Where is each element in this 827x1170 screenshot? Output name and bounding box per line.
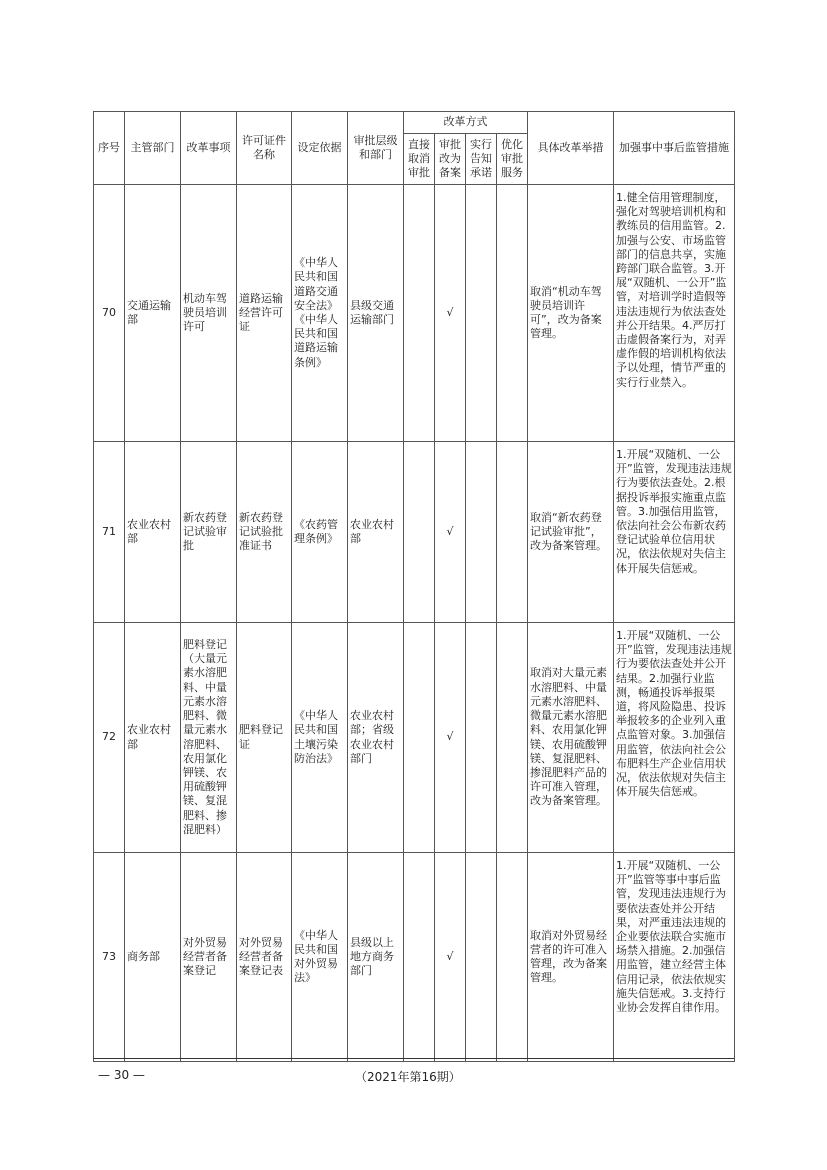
row-supervision: 1.开展“双随机、一公开”监管等事中事后监管，发现违法违规行为要依法查处并公开结果，对严重违法违规的企业要依法联合实施市场禁入措施。2.加强信用监管，建立经营主体信用记录，依法依规实施失信惩戒。3.支持行业协会发挥自律作用。 <box>614 853 735 1062</box>
row-supervision: 1.开展“双随机、一公开”监管，发现违法违规行为要依法查处。2.根据投诉举报实施重点监管。3.加强信用监管，依法向社会公布新农药登记试验单位信用状况，依法依规对失信主体开展失信惩戒。 <box>614 442 735 623</box>
row-optimize-mark <box>497 623 528 853</box>
row-cancel-mark <box>404 623 435 853</box>
row-item: 新农药登记试验审批 <box>181 442 237 623</box>
table-row <box>94 185 735 442</box>
row-notify-mark <box>466 185 497 442</box>
row-notify-mark <box>466 853 497 1062</box>
header-method-notify: 实行告知承诺 <box>466 134 497 185</box>
row-notify-mark <box>466 623 497 853</box>
header-method-filing: 审批改为备案 <box>435 134 466 185</box>
row-notify-mark <box>466 442 497 623</box>
header-supervision: 加强事中事后监管措施 <box>614 112 735 185</box>
row-measures: 取消“新农药登记试验审批”，改为备案管理。 <box>528 442 614 623</box>
row-level: 农业农村部 <box>348 442 404 623</box>
issue-label: （2021年第16期） <box>355 1070 461 1084</box>
footer-divider <box>93 1058 734 1059</box>
row-permit: 道路运输经营许可证 <box>237 185 292 442</box>
table-row <box>94 442 735 623</box>
row-permit: 肥料登记证 <box>237 623 292 853</box>
header-measures: 具体改革举措 <box>528 112 614 185</box>
row-optimize-mark <box>497 185 528 442</box>
row-seq: 72 <box>94 623 125 853</box>
row-filing-mark: √ <box>435 185 466 442</box>
row-measures: 取消对大量元素水溶肥料、中量元素水溶肥料、微量元素水溶肥料、农用氯化钾镁、农用硫酸钾镁、复混肥料、掺混肥料产品的许可准入管理，改为备案管理。 <box>528 623 614 853</box>
row-measures: 取消“机动车驾驶员培训许可”，改为备案管理。 <box>528 185 614 442</box>
header-item: 改革事项 <box>181 112 237 185</box>
page-number: — 30 — <box>98 1068 145 1082</box>
row-cancel-mark <box>404 185 435 442</box>
table-header-row <box>94 112 735 134</box>
row-seq: 71 <box>94 442 125 623</box>
header-seq: 序号 <box>94 112 125 185</box>
row-basis: 《中华人民共和国道路交通安全法》《中华人民共和国道路运输条例》 <box>292 185 348 442</box>
row-permit: 对外贸易经营者备案登记表 <box>237 853 292 1062</box>
row-item: 肥料登记（大量元素水溶肥料、中量元素水溶肥料、微量元素水溶肥料、农用氯化钾镁、农用硫酸钾镁、复混肥料、掺混肥料） <box>181 623 237 853</box>
table-row <box>94 623 735 853</box>
row-seq: 73 <box>94 853 125 1062</box>
header-level: 审批层级和部门 <box>348 112 404 185</box>
row-filing-mark: √ <box>435 442 466 623</box>
row-level: 县级以上地方商务部门 <box>348 853 404 1062</box>
row-basis: 《农药管理条例》 <box>292 442 348 623</box>
row-filing-mark: √ <box>435 853 466 1062</box>
row-optimize-mark <box>497 442 528 623</box>
row-seq: 70 <box>94 185 125 442</box>
row-department: 交通运输部 <box>125 185 181 442</box>
row-supervision: 1.健全信用管理制度，强化对驾驶培训机构和教练员的信用监管。2.加强与公安、市场监管部门的信息共享，实施跨部门联合监管。3.开展“双随机、一公开”监管，对培训学时造假等违法违规行为依法查处并公开结果。4.严厉打击虚假备案行为，对弄虚作假的培训机构依法予以处理，情节严重的实行行业禁入。 <box>614 185 735 442</box>
header-permit: 许可证件名称 <box>237 112 292 185</box>
row-item: 机动车驾驶员培训许可 <box>181 185 237 442</box>
row-department: 商务部 <box>125 853 181 1062</box>
row-department: 农业农村部 <box>125 442 181 623</box>
row-basis: 《中华人民共和国土壤污染防治法》 <box>292 623 348 853</box>
row-level: 农业农村部；省级农业农村部门 <box>348 623 404 853</box>
row-department: 农业农村部 <box>125 623 181 853</box>
reform-items-table <box>93 111 735 1062</box>
row-item: 对外贸易经营者备案登记 <box>181 853 237 1062</box>
header-method-cancel: 直接取消审批 <box>404 134 435 185</box>
row-level: 县级交通运输部门 <box>348 185 404 442</box>
row-basis: 《中华人民共和国对外贸易法》 <box>292 853 348 1062</box>
row-permit: 新农药登记试验批准证书 <box>237 442 292 623</box>
header-method: 改革方式 <box>404 112 528 134</box>
row-cancel-mark <box>404 853 435 1062</box>
row-cancel-mark <box>404 442 435 623</box>
row-optimize-mark <box>497 853 528 1062</box>
row-filing-mark: √ <box>435 623 466 853</box>
row-supervision: 1.开展“双随机、一公开”监管，发现违法违规行为要依法查处并公开结果。2.加强行业监测，畅通投诉举报渠道，将风险隐患、投诉举报较多的企业列入重点监管对象。3.加强信用监管，依法向社会公布肥料生产企业信用状况，依法依规对失信主体开展失信惩戒。 <box>614 623 735 853</box>
row-measures: 取消对外贸易经营者的许可准入管理，改为备案管理。 <box>528 853 614 1062</box>
table-row <box>94 853 735 1062</box>
header-method-optimize: 优化审批服务 <box>497 134 528 185</box>
header-department: 主管部门 <box>125 112 181 185</box>
header-basis: 设定依据 <box>292 112 348 185</box>
